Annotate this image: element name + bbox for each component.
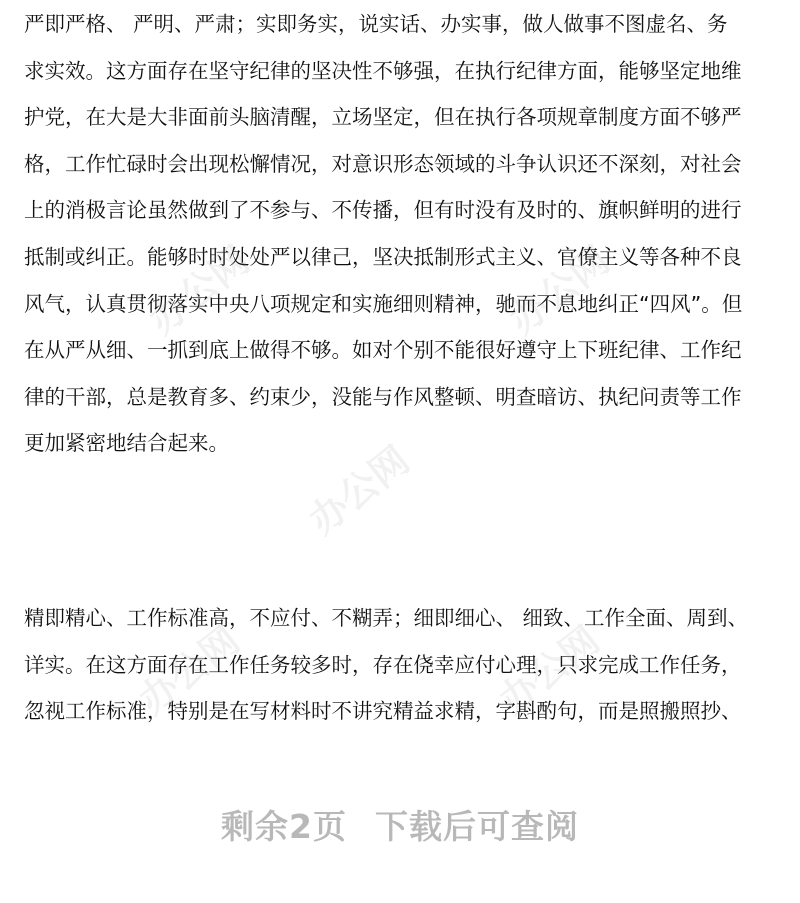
remaining-pages-label: 剩余2页 [221,807,347,846]
watermark: 办公网 [490,617,608,723]
download-action-label[interactable]: 下载后可查阅 [374,807,579,846]
text-line: 求实效。这方面存在坚守纪律的坚决性不够强，在执行纪律方面，能够坚定地维 [24,58,742,83]
download-prompt[interactable] [0,801,800,848]
watermark: 办公网 [130,617,248,723]
text-line: 忽视工作标准，特别是在写材料时不讲究精益求精，字斟酌句，而是照搬照抄、 [24,699,742,724]
text-line: 精即精心、工作标准高，不应付、不糊弄；细即细心、 细致、工作全面、周到、 [24,606,749,630]
text-line: 抵制或纠正。能够时时处处严以律己，坚决抵制形式主义、官僚主义等各种不良 [24,244,742,269]
text-line: 律的干部，总是教育多、约束少，没能与作风整顿、明查暗访、执纪问责等工作 [24,384,742,409]
text-line: 风气，认真贯彻落实中央八项规定和实施细则精神，驰而不息地纠正“四风”。但 [24,291,743,316]
text-line: 格，工作忙碌时会出现松懈情况，对意识形态领域的斗争认识还不深刻，对社会 [24,151,742,176]
text-line: 护党，在大是大非面前头脑清醒，立场坚定，但在执行各项规章制度方面不够严 [24,105,742,130]
watermark: 办公网 [500,237,618,343]
text-line: 严即严格、 严明、严肃；实即务实，说实话、办实事，做人做事不图虚名、务 [24,12,728,36]
text-line: 更加紧密地结合起来。 [24,431,229,456]
text-line: 上的消极言论虽然做到了不参与、不传播，但有时没有及时的、旗帜鲜明的进行 [24,198,742,223]
paragraph-2 [24,595,748,735]
watermark: 办公网 [300,437,418,543]
text-line: 在从严从细、一抓到底上做得不够。如对个别不能很好遵守上下班纪律、工作纪 [24,338,742,363]
text-line: 详实。在这方面存在工作任务较多时，存在侥幸应付心理，只求完成工作任务， [24,652,742,677]
watermark: 办公网 [140,237,258,343]
paragraph-1 [24,1,742,467]
